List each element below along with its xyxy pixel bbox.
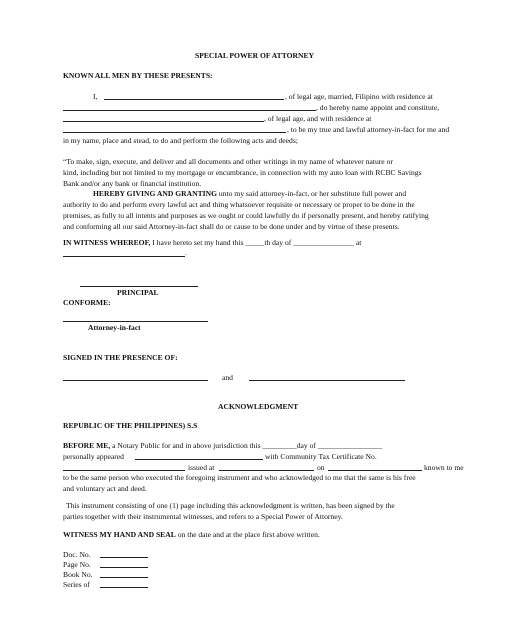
witness-lead: IN WITNESS WHEREOF, bbox=[63, 238, 151, 247]
attorney-label: Attorney-in-fact bbox=[88, 323, 141, 332]
witness-whereof bbox=[63, 239, 361, 247]
principal-signature-line[interactable] bbox=[80, 286, 198, 287]
issued-at-label: issued at bbox=[188, 463, 215, 472]
acknowledgment-line-4: to be the same person who executed the foregoing instrument and who acknowledged to me that the same is his free bbox=[63, 473, 416, 482]
granting-lead: HEREBY GIVING AND GRANTING bbox=[93, 189, 217, 198]
ctc-number-blank[interactable] bbox=[63, 470, 185, 471]
principal-label: PRINCIPAL bbox=[117, 288, 159, 297]
and-label: and bbox=[222, 373, 233, 382]
granting-line-1 bbox=[93, 190, 406, 198]
intro-last-line: in my name, place and stead, to do and perform the following acts and deeds; bbox=[63, 136, 298, 145]
book-no-label: Book No. bbox=[63, 570, 93, 579]
attorney-name-blank[interactable] bbox=[63, 121, 264, 122]
conforme-label: CONFORME: bbox=[63, 298, 111, 307]
doc-no-label: Doc. No. bbox=[63, 550, 91, 559]
witness-2-signature-line[interactable] bbox=[249, 380, 405, 381]
powers-line-2: kind, including but not limited to my mortgage or encumbrance, in connection with my auto loan with RCBC Savings bbox=[63, 168, 422, 177]
intro-after-name: , of legal age, married, Filipino with residence at bbox=[285, 92, 433, 101]
acknowledgment-line-5: and voluntary act and deed. bbox=[63, 484, 147, 493]
intro-attorney-in-fact: , to be my true and lawful attorney-in-fact for me and bbox=[287, 125, 450, 134]
witness-seal-lead: WITNESS MY HAND AND SEAL bbox=[63, 530, 176, 539]
page-no-label: Page No. bbox=[63, 560, 91, 569]
series-label: Series of bbox=[63, 580, 90, 589]
known-label: known to me bbox=[424, 463, 464, 472]
issued-on-blank[interactable] bbox=[328, 470, 422, 471]
document-title: SPECIAL POWER OF ATTORNEY bbox=[195, 51, 315, 60]
period: . bbox=[185, 248, 187, 257]
before-me-lead: BEFORE ME, bbox=[63, 441, 111, 450]
instrument-line-1: This instrument consisting of one (1) page including this acknowledgment is written, has been signed by the bbox=[66, 501, 395, 510]
intro-appoint: , do hereby name appoint and constitute, bbox=[316, 103, 440, 112]
witness-seal-rest: on the date and at the place first above written. bbox=[175, 530, 320, 539]
intro-i: I, bbox=[93, 92, 98, 101]
appeared-label: personally appeared bbox=[63, 452, 124, 461]
republic-line: REPUBLIC OF THE PHILIPPINES) S.S bbox=[63, 421, 198, 430]
witness-place-blank[interactable] bbox=[63, 256, 185, 257]
powers-line-3: Bank and/or any bank or financial institution. bbox=[63, 179, 202, 188]
page-no-blank[interactable] bbox=[100, 567, 148, 568]
granting-line-3: premises, as fully to all intents and purposes as we ought or could lawfully do if personally present, and hereby ratifying bbox=[63, 211, 429, 220]
book-no-blank[interactable] bbox=[100, 577, 148, 578]
series-blank[interactable] bbox=[100, 587, 148, 588]
appeared-name-blank[interactable] bbox=[135, 459, 263, 460]
attorney-signature-line[interactable] bbox=[63, 321, 208, 322]
granting-line-2: authority to do and perform every lawful act and thing whatsoever requisite or necessary or proper to be done in the bbox=[63, 200, 415, 209]
acknowledgment-heading: ACKNOWLEDGMENT bbox=[218, 402, 299, 411]
witness-1-signature-line[interactable] bbox=[63, 380, 208, 381]
attorney-address-blank[interactable] bbox=[63, 132, 286, 133]
opening-clause: KNOWN ALL MEN BY THESE PRESENTS: bbox=[63, 71, 213, 80]
on-label: on bbox=[317, 463, 325, 472]
doc-no-blank[interactable] bbox=[100, 557, 148, 558]
before-me-line bbox=[63, 442, 382, 450]
ctc-label: with Community Tax Certificate No. bbox=[265, 452, 377, 461]
witness-seal-line bbox=[63, 531, 320, 539]
principal-name-blank[interactable] bbox=[104, 99, 284, 100]
principal-address-blank[interactable] bbox=[63, 110, 316, 111]
witness-rest: I have hereto set my hand this _____th day of ________________ at bbox=[150, 238, 362, 247]
issued-at-blank[interactable] bbox=[219, 470, 314, 471]
granting-rest: unto my said attorney-in-fact, or her substitute full power and bbox=[216, 189, 407, 198]
intro-legal-age: , of legal age, and with residence at bbox=[264, 114, 372, 123]
powers-line-1: “To make, sign, execute, and deliver and all documents and other writings in my name of whatever nature or bbox=[63, 157, 393, 166]
signed-presence-label: SIGNED IN THE PRESENCE OF: bbox=[63, 353, 178, 362]
instrument-line-2: parties together with their instrumental witnesses, and refers to a Special Power of Attorney. bbox=[63, 512, 343, 521]
before-me-rest: a Notary Public for and in above jurisdiction this _________day of _________________ bbox=[110, 441, 383, 450]
granting-line-4: and conforming all our said Attorney-in-fact shall do or cause to be done under and by virtue of these presents. bbox=[63, 222, 400, 231]
